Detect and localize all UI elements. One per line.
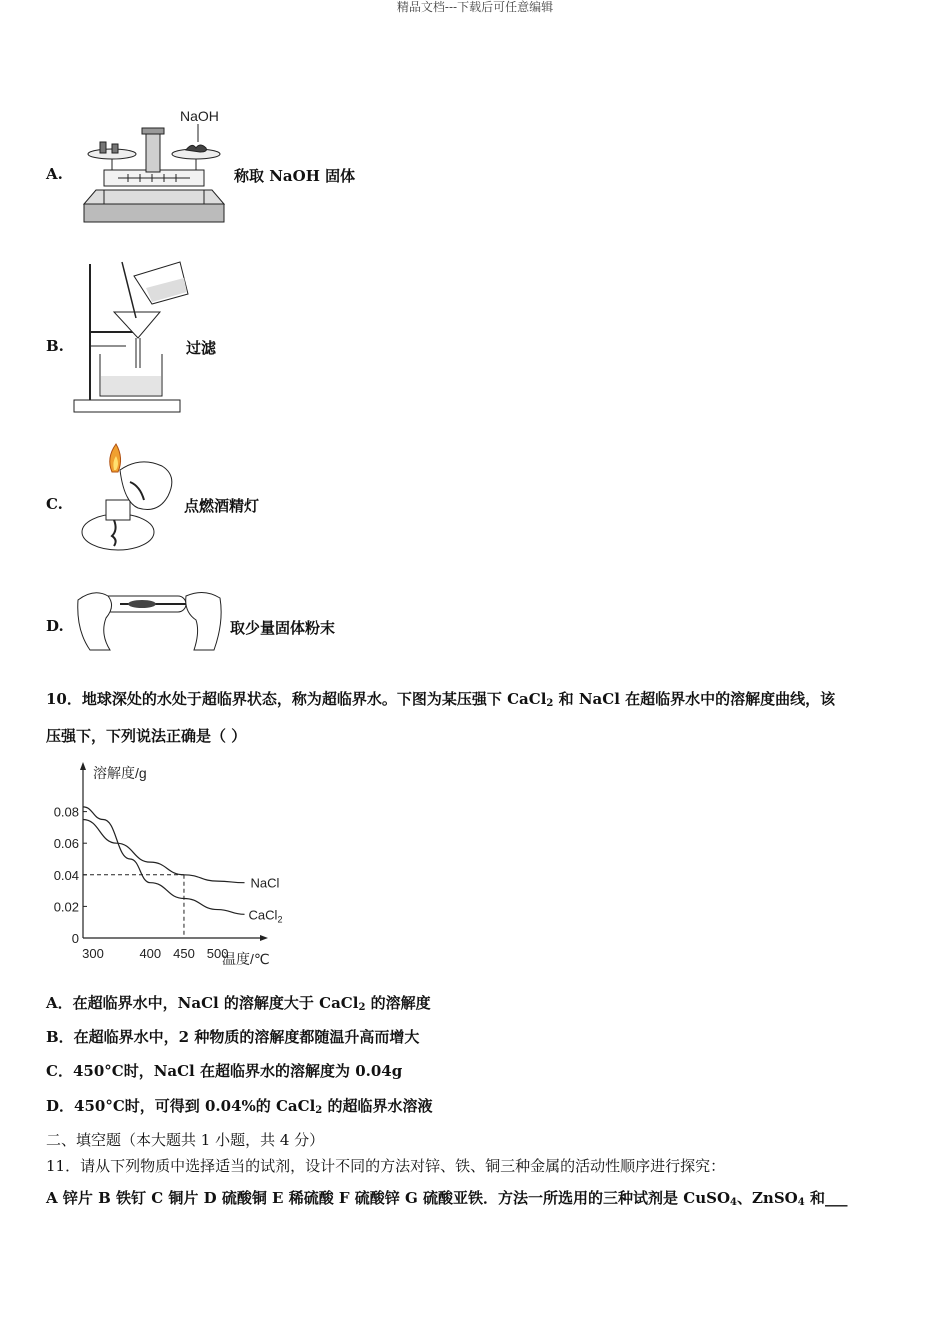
q10-line2: 压强下，下列说法正确是（ ） [46, 727, 247, 745]
q11-line1: 11．请从下列物质中选择适当的试剂，设计不同的方法对锌、铁、铜三种金属的活动性顺序进行探究： [46, 1157, 726, 1175]
y-tick-label: 0.06 [53, 836, 79, 852]
solubility-chart [40, 758, 290, 972]
option-c-letter: C. [46, 495, 63, 513]
y-tick-label: 0.02 [53, 899, 79, 915]
y-tick-label: 0 [71, 931, 79, 946]
option-b-letter: B. [46, 337, 64, 355]
x-axis-arrow [260, 935, 268, 941]
series-line-nacl [83, 820, 245, 883]
page-header: 精品文档---下载后可任意编辑 [396, 0, 554, 14]
q11-line2: A 锌片 B 铁钉 C 铜片 D 硫酸铜 E 稀硫酸 F 硫酸锌 G 硫酸亚铁．方法一所选用的三种试剂是 CuSO$_4$、ZnSO$_4$ 和___ [46, 1189, 848, 1208]
option-d-caption: 取少量固体粉末 [230, 619, 336, 637]
series-label-cacl2: CaCl$_2$ [248, 907, 283, 925]
series-line-cacl2 [83, 807, 245, 914]
x-tick-label: 300 [82, 946, 104, 961]
alcohol-lamp-icon [74, 442, 184, 554]
option-a-caption: 称取 NaOH 固体 [234, 167, 356, 185]
test-tube-hands-icon [74, 582, 226, 656]
balance-icon [78, 104, 230, 226]
section-title: 二、填空题（本大题共 1 小题，共 4 分） [46, 1131, 325, 1149]
y-tick-label: 0.08 [53, 804, 79, 820]
option-a-letter: A. [46, 165, 63, 183]
option-c-caption: 点燃酒精灯 [184, 497, 260, 515]
filtration-icon [72, 258, 192, 416]
q10-option-c: C．450°C时，NaCl 在超临界水的溶解度为 0.04g [46, 1062, 403, 1080]
x-tick-label: 500 [206, 946, 229, 961]
x-tick-label: 400 [139, 946, 162, 961]
q10-option-a: A．在超临界水中，NaCl 的溶解度大于 CaCl$_2$ 的溶解度 [46, 994, 431, 1013]
option-d-letter: D. [46, 617, 64, 635]
q10-option-d: D．450°C时，可得到 0.04%的 CaCl$_2$ 的超临界水溶液 [46, 1097, 433, 1116]
option-b-caption: 过滤 [186, 339, 217, 357]
y-axis-label: 溶解度/g [93, 765, 147, 781]
series-label-nacl: NaCl [250, 875, 280, 891]
naoh-label: NaOH [180, 108, 219, 124]
y-tick-label: 0.04 [53, 867, 79, 883]
q10-option-b: B．在超临界水中，2 种物质的溶解度都随温升高而增大 [46, 1028, 420, 1046]
x-tick-label: 450 [173, 946, 195, 961]
y-axis-arrow [80, 762, 86, 770]
x-axis-label: 温度/℃ [222, 951, 270, 967]
q10-line1: 10．地球深处的水处于超临界状态，称为超临界水。下图为某压强下 CaCl$_2$ 和 NaCl 在超临界水中的溶解度曲线，该 [46, 690, 836, 709]
